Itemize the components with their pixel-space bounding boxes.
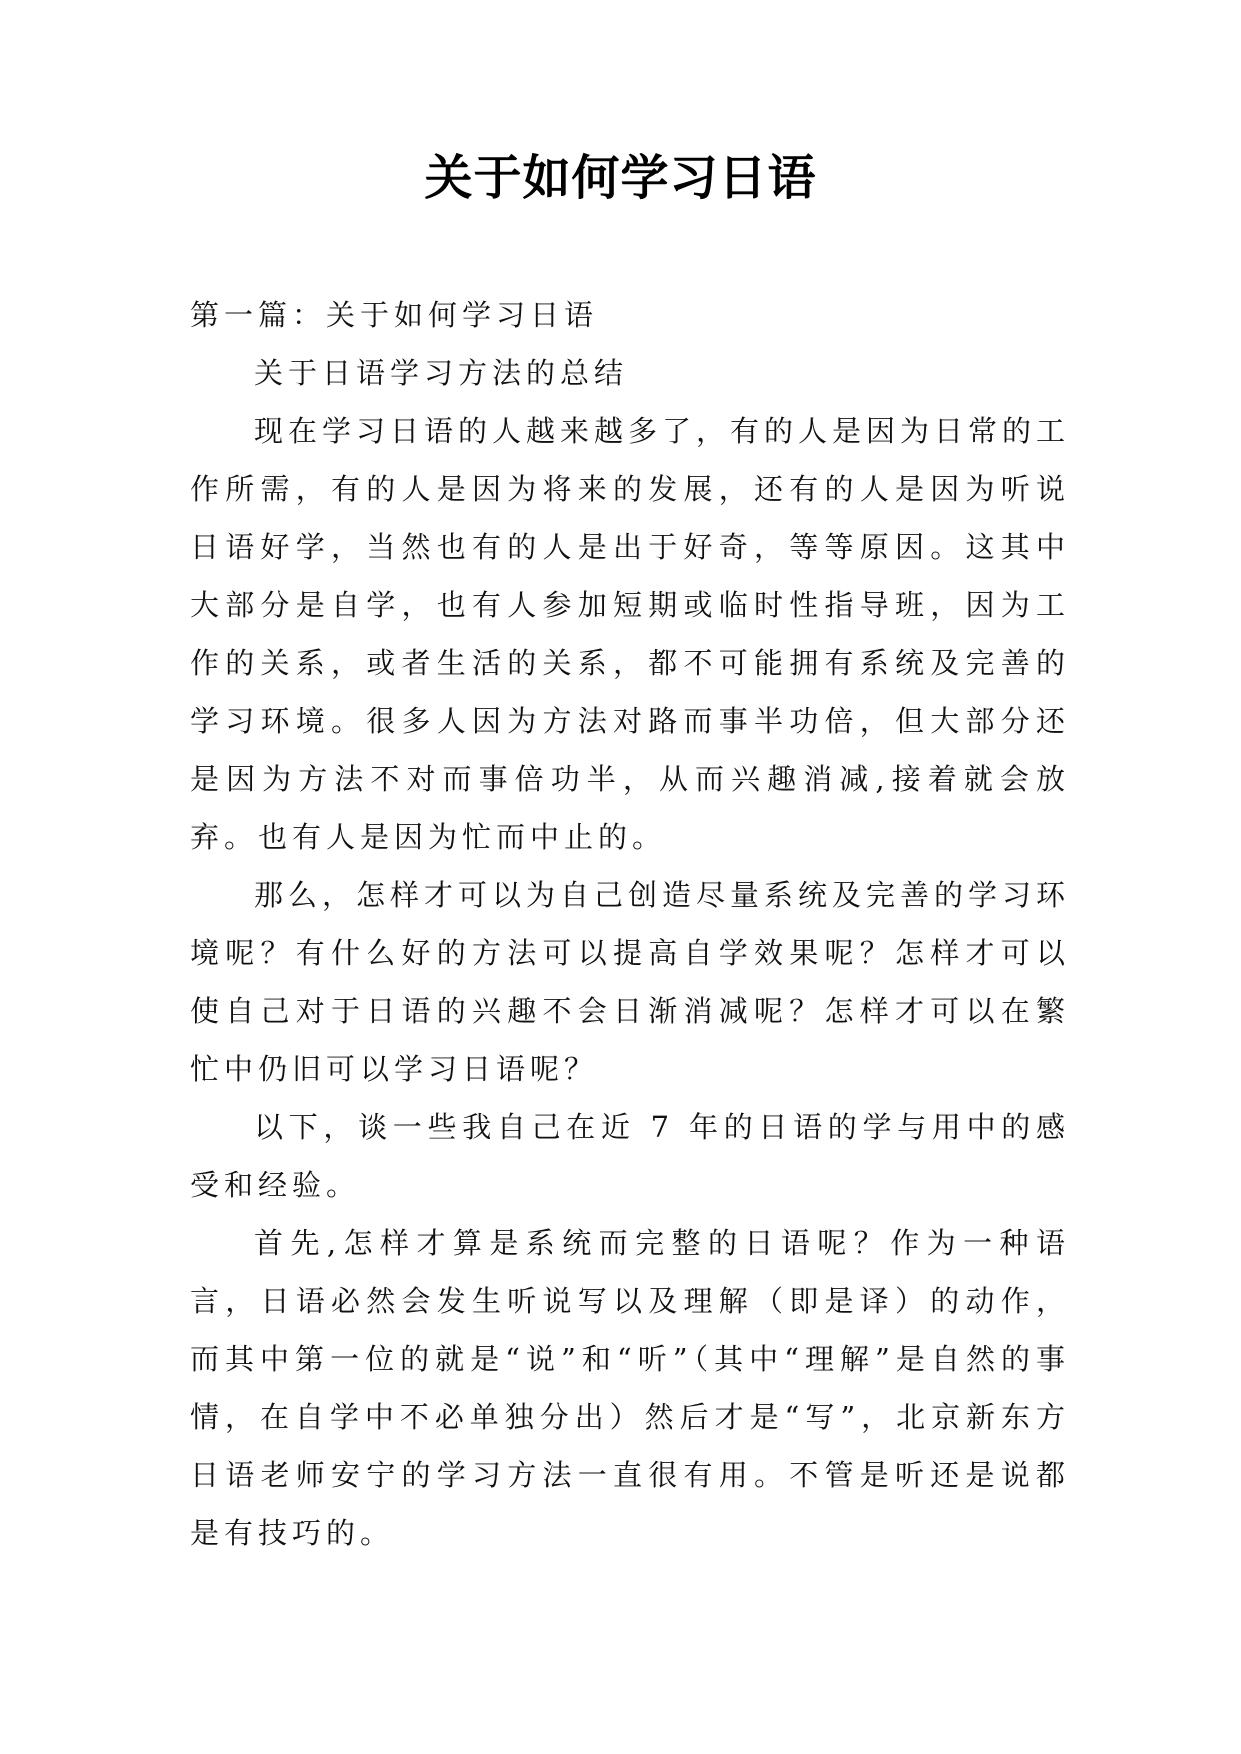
document-body (190, 286, 1070, 1562)
paragraph: 以下，谈一些我自己在近 7 年的日语的学与用中的感受和经验。 (190, 1110, 1070, 1202)
subheading: 关于日语学习方法的总结 (254, 356, 629, 390)
document-title: 关于如何学习日语 (424, 150, 817, 206)
paragraph: 那么，怎样才可以为自己创造尽量系统及完善的学习环境呢？有什么好的方法可以提高自学效果呢？怎样才可以使自己对于日语的兴趣不会日渐消减呢？怎样才可以在繁忙中仍旧可以学习日语呢？ (190, 878, 1071, 1086)
paragraph: 首先,怎样才算是系统而完整的日语呢？作为一种语言，日语必然会发生听说写以及理解（即是译）的动作，而其中第一位的就是“说”和“听”（其中“理解”是自然的事情，在自学中不必单独分出）然后才是“写”，北京新东方日语老师安宁的学习方法一直很有用。不管是听还是说都是有技巧的。 (190, 1226, 1070, 1550)
paragraph: 现在学习日语的人越来越多了，有的人是因为日常的工作所需，有的人是因为将来的发展，还有的人是因为听说日语好学，当然也有的人是出于好奇，等等原因。这其中大部分是自学，也有人参加短期或临时性指导班，因为工作的关系，或者生活的关系，都不可能拥有系统及完善的学习环境。很多人因为方法对路而事半功倍，但大部分还是因为方法不对而事倍功半，从而兴趣消减,接着就会放弃。也有人是因为忙而中止的。 (190, 414, 1071, 854)
section-heading: 第一篇：关于如何学习日语 (190, 298, 599, 332)
